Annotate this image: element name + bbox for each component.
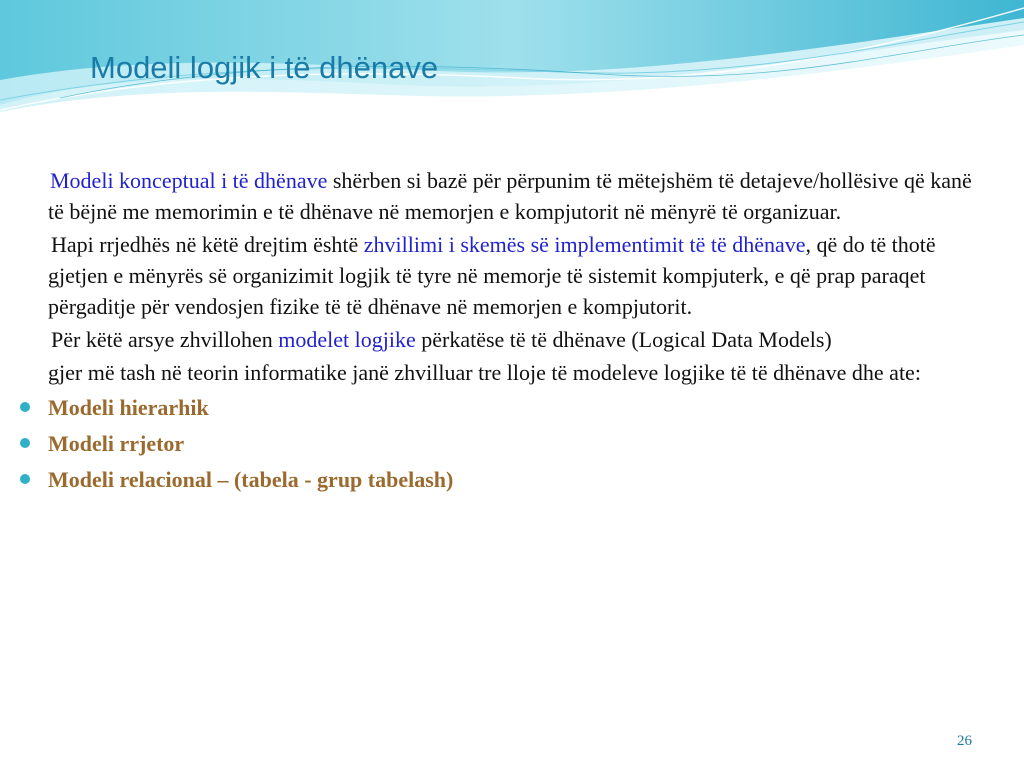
- page-number: 26: [957, 733, 972, 749]
- paragraph-3-highlight: modelet logjike: [278, 327, 416, 352]
- bullet-dot-icon: [20, 474, 30, 484]
- bullet-item-label: Modeli rrjetor: [48, 431, 185, 456]
- paragraph-1: [48, 165, 988, 227]
- paragraph-1-highlight: Modeli konceptual i të dhënave: [50, 168, 328, 193]
- paragraph-2-highlight: zhvillimi i skemës së implementimit të të dhënave: [363, 232, 806, 257]
- slide-body: [48, 165, 988, 500]
- paragraph-3-text-start: Për këtë arsye zhvillohen: [51, 327, 279, 352]
- bullet-item: [48, 428, 988, 459]
- bullet-item: [48, 464, 988, 495]
- paragraph-4-text: gjer më tash në teorin informatike janë zhvilluar tre lloje të modeleve logjike të të dhënave dhe ate:: [48, 360, 921, 385]
- bullet-item-label: Modeli hierarhik: [48, 395, 209, 420]
- bullet-list: [48, 392, 988, 495]
- paragraph-1-text: shërben si bazë për përpunim të mëtejshëm të detajeve/hollësive që kanë të bëjnë me memorimin e të dhënave në memorjen e kompjutorit në mënyrë të organizuar.: [48, 168, 972, 224]
- paragraph-2-text-start: Hapi rrjedhës në këtë drejtim është: [51, 232, 364, 257]
- paragraph-2: [48, 229, 988, 322]
- bullet-dot-icon: [20, 438, 30, 448]
- bullet-item-label: Modeli relacional – (tabela - grup tabelash): [48, 467, 454, 492]
- bullet-item: [48, 392, 988, 423]
- paragraph-2-text-end: , që do të thotë gjetjen e mënyrës së organizimit logjik të tyre në memorje të sistemit kompjuterk, e që prap paraqet përgaditje për vendosjen fizike të të dhënave në memorjen e kompjutorit.: [48, 232, 936, 319]
- paragraph-3-text-end: përkatëse të të dhënave (Logical Data Models): [415, 327, 832, 352]
- slide-title: Modeli logjik i të dhënave: [90, 50, 439, 85]
- paragraph-4: [48, 357, 988, 388]
- bullet-dot-icon: [20, 402, 30, 412]
- paragraph-3: [48, 324, 988, 355]
